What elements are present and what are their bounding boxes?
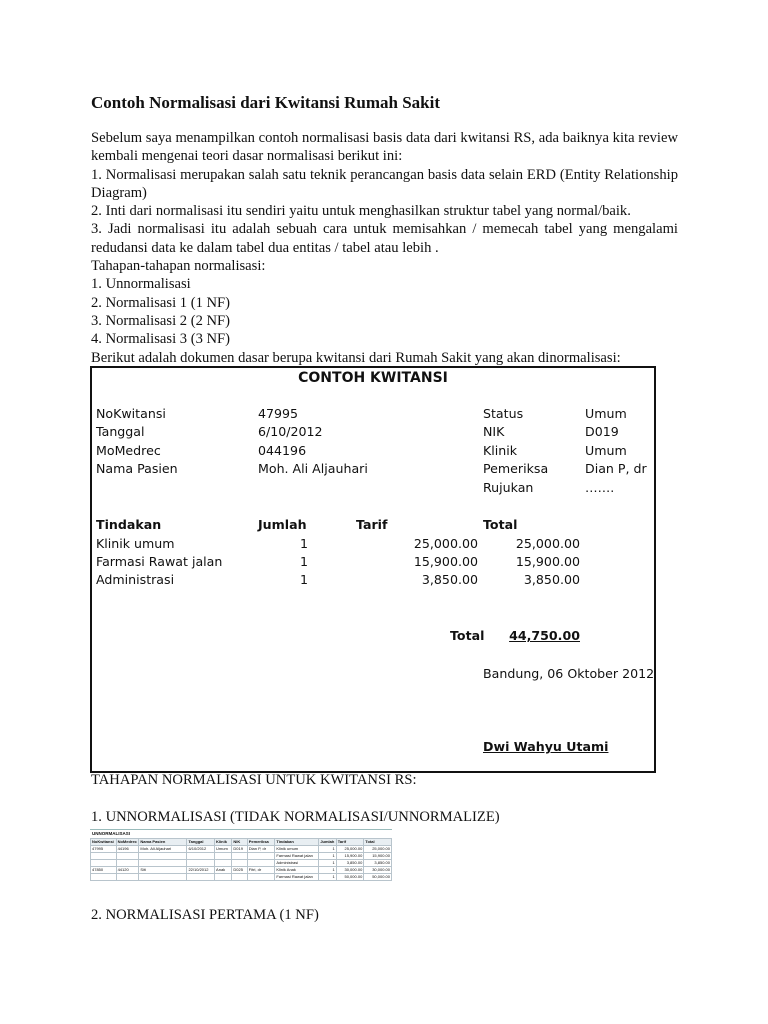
receipt-title: CONTOH KWITANSI xyxy=(298,370,448,386)
table-cell: 44196 xyxy=(116,846,139,853)
table-cell: D019 xyxy=(232,846,247,853)
item-total: 15,900.00 xyxy=(515,554,580,569)
table-cell: 50,000.00 xyxy=(336,874,364,881)
field-value: Umum xyxy=(585,443,627,458)
table-cell: 30,000.00 xyxy=(336,867,364,874)
table-cell: 47995 xyxy=(91,846,117,853)
table-caption: UNNORMALISASI xyxy=(92,831,130,836)
paragraph: 1. Unnormalisasi xyxy=(91,276,191,293)
table-header-row xyxy=(91,839,392,846)
grand-total-value: 44,750.00 xyxy=(509,628,580,643)
item-tarif: 25,000.00 xyxy=(413,536,478,551)
table-cell: Dian P, dr xyxy=(247,846,275,853)
table-cell xyxy=(116,853,139,860)
column-header: Tarif xyxy=(336,839,364,846)
table-cell: Umum xyxy=(215,846,232,853)
paragraph: Sebelum saya menampilkan contoh normalisasi basis data dari kwitansi RS, ada baiknya kita review kembali mengenai teori dasar normalisasi berikut ini: xyxy=(91,130,678,165)
table-cell: 1 xyxy=(319,874,336,881)
item-total: 3,850.00 xyxy=(523,572,580,587)
field-value: 47995 xyxy=(258,406,299,421)
table-cell: 3,850.00 xyxy=(364,860,392,867)
field-value: Umum xyxy=(585,406,627,421)
table-cell xyxy=(247,853,275,860)
section-heading: TAHAPAN NORMALISASI UNTUK KWITANSI RS: xyxy=(91,772,417,788)
table-cell xyxy=(187,860,215,867)
column-header: Pemeriksa xyxy=(247,839,275,846)
table-cell: 50,000.00 xyxy=(364,874,392,881)
paragraph: 2. Inti dari normalisasi itu sendiri yaitu untuk menghasilkan struktur tabel yang normal/baik. xyxy=(91,203,631,220)
column-header-tindakan: Tindakan xyxy=(96,517,162,532)
table-cell: 3,850.00 xyxy=(336,860,364,867)
table-row xyxy=(91,846,392,853)
table-cell xyxy=(91,860,117,867)
table-cell: 1 xyxy=(319,867,336,874)
table-cell xyxy=(139,874,187,881)
item-tindakan: Farmasi Rawat jalan xyxy=(96,554,223,569)
field-label: Tanggal xyxy=(96,424,145,439)
paragraph: Tahapan-tahapan normalisasi: xyxy=(91,258,266,275)
field-value: D019 xyxy=(585,424,619,439)
field-value: Dian P, dr xyxy=(585,461,647,476)
table-cell: Klinik umum xyxy=(275,846,319,853)
item-jumlah: 1 xyxy=(299,554,308,569)
table-cell xyxy=(232,853,247,860)
table-cell xyxy=(116,874,139,881)
paragraph: Berikut adalah dokumen dasar berupa kwitansi dari Rumah Sakit yang akan dinormalisasi: xyxy=(91,349,621,366)
paragraph: 3. Normalisasi 2 (2 NF) xyxy=(91,312,231,329)
table-cell: 1 xyxy=(319,846,336,853)
table-cell xyxy=(91,874,117,881)
field-label: Nama Pasien xyxy=(96,461,178,476)
table-cell: Anak xyxy=(215,867,232,874)
column-header: Klinik xyxy=(215,839,232,846)
table-cell xyxy=(232,874,247,881)
table-cell: 44120 xyxy=(116,867,139,874)
paragraph: 3. Jadi normalisasi itu adalah sebuah cara untuk memisahkan / memecah tabel yang mengalami redudansi data ke dalam tabel dua entitas / tabel atau lebih . xyxy=(91,221,678,256)
table-cell: Farmasi Rawat jalan xyxy=(275,874,319,881)
table-cell xyxy=(116,860,139,867)
field-value: ……. xyxy=(585,480,615,495)
field-label: Klinik xyxy=(483,443,518,458)
column-header: NoMedrec xyxy=(117,839,137,844)
field-label: NoKwitansi xyxy=(96,406,166,421)
table-row xyxy=(91,867,392,874)
signer-name: Dwi Wahyu Utami xyxy=(483,739,609,754)
item-jumlah: 1 xyxy=(299,572,308,587)
table-cell: 6/10/2012 xyxy=(187,846,215,853)
field-value: 044196 xyxy=(258,443,307,458)
table-cell: D025 xyxy=(232,867,247,874)
item-tindakan: Klinik umum xyxy=(96,536,175,551)
column-header: NIK xyxy=(232,839,247,846)
column-header: Tindakan xyxy=(275,839,319,846)
table-cell: 22/10/2012 xyxy=(187,867,215,874)
place-date: Bandung, 06 Oktober 2012 xyxy=(483,666,655,681)
step1-heading: 1. UNNORMALISASI (TIDAK NORMALISASI/UNNORMALIZE) xyxy=(91,809,500,825)
column-header: Jumlah xyxy=(320,839,335,844)
column-header-jumlah: Jumlah xyxy=(258,517,307,532)
table-cell: Administrasi xyxy=(275,860,319,867)
unnormalized-table xyxy=(90,838,392,881)
table-cell: Klinik Anak xyxy=(275,867,319,874)
unnormalized-table-image xyxy=(90,829,392,892)
item-tindakan: Administrasi xyxy=(96,572,175,587)
grand-total-label: Total xyxy=(450,628,485,643)
table-cell: 25,000.00 xyxy=(364,846,392,853)
table-row xyxy=(91,860,392,867)
item-total: 25,000.00 xyxy=(515,536,580,551)
table-cell: Fitri, dr xyxy=(247,867,275,874)
paragraph: 4. Normalisasi 3 (3 NF) xyxy=(91,331,231,348)
table-cell: Siti xyxy=(139,867,187,874)
table-cell xyxy=(91,853,117,860)
item-tarif: 15,900.00 xyxy=(413,554,478,569)
table-cell xyxy=(247,874,275,881)
table-cell: 15,900.00 xyxy=(336,853,364,860)
table-cell: 1 xyxy=(319,853,336,860)
table-cell xyxy=(215,860,232,867)
table-cell xyxy=(139,860,187,867)
page-title: Contoh Normalisasi dari Kwitansi Rumah Sakit xyxy=(91,93,441,112)
column-header: Nama Pasien xyxy=(139,839,187,846)
table-cell: Farmasi Rawat jalan xyxy=(275,853,319,860)
table-cell: 25,000.00 xyxy=(336,846,364,853)
column-header: Total xyxy=(364,839,392,846)
item-tarif: 3,850.00 xyxy=(421,572,478,587)
paragraph: 1. Normalisasi merupakan salah satu teknik perancangan basis data selain ERD (Entity Relationship Diagram) xyxy=(91,166,678,201)
table-cell xyxy=(247,860,275,867)
table-cell xyxy=(187,874,215,881)
field-value: Moh. Ali Aljauhari xyxy=(258,461,368,476)
receipt-image xyxy=(90,366,656,773)
table-cell xyxy=(139,853,187,860)
intro-text xyxy=(91,129,678,367)
table-row xyxy=(91,853,392,860)
field-label: Rujukan xyxy=(483,480,534,495)
step2-heading: 2. NORMALISASI PERTAMA (1 NF) xyxy=(91,907,319,923)
field-label: MoMedrec xyxy=(96,443,161,458)
field-label: NIK xyxy=(483,424,505,439)
table-cell xyxy=(232,860,247,867)
table-cell: 47850 xyxy=(91,867,117,874)
table-cell xyxy=(215,874,232,881)
table-row xyxy=(91,874,392,881)
column-header-total: Total xyxy=(483,517,518,532)
table-cell xyxy=(187,853,215,860)
table-cell: 30,000.00 xyxy=(364,867,392,874)
column-header-tarif: Tarif xyxy=(356,517,388,532)
column-header: NoKwitansi xyxy=(91,839,117,846)
table-cell xyxy=(215,853,232,860)
table-cell: 1 xyxy=(319,860,336,867)
table-cell: 15,900.00 xyxy=(364,853,392,860)
table-cell: Moh. Ali Aljauhari xyxy=(139,846,187,853)
column-header: Tanggal xyxy=(187,839,215,846)
field-value: 6/10/2012 xyxy=(258,424,323,439)
field-label: Pemeriksa xyxy=(483,461,549,476)
item-jumlah: 1 xyxy=(299,536,308,551)
paragraph: 2. Normalisasi 1 (1 NF) xyxy=(91,294,231,311)
field-label: Status xyxy=(483,406,524,421)
